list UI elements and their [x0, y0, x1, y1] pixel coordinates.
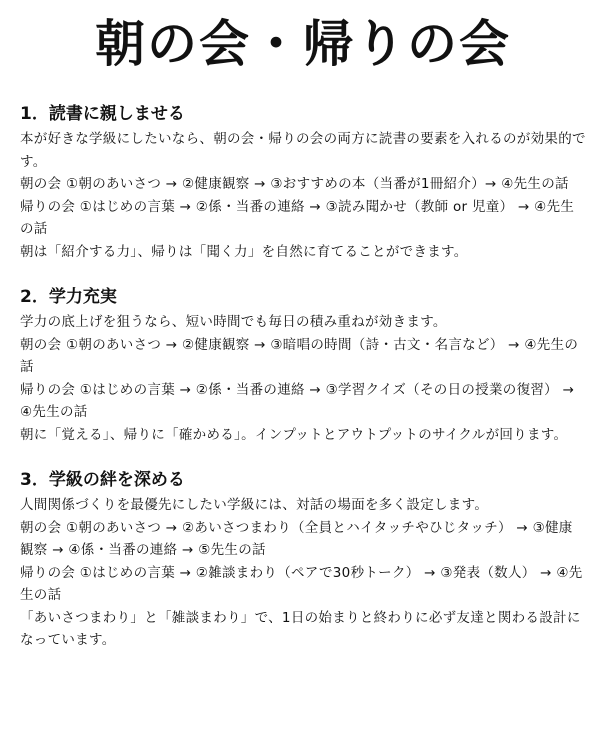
section-heading: 2．学力充実 — [20, 287, 117, 307]
section-paragraph: 「あいさつまわり」と「雑談まわり」で、1日の始まりと終わりに必ず友達と関わる設計になっています。 — [20, 609, 581, 648]
section-heading: 1．読書に親しませる — [20, 104, 185, 124]
section-paragraph: 朝の会 ①朝のあいさつ → ②あいさつまわり（全員とハイタッチやひじタッチ） → ③健康観察 → ④係・当番の連絡 → ⑤先生の話 — [20, 519, 573, 558]
section-academic — [20, 285, 586, 446]
section-paragraph: 帰りの会 ①はじめの言葉 → ②係・当番の連絡 → ③学習クイズ（その日の授業の復習） → ④先生の話 — [20, 381, 575, 420]
section-paragraph: 朝の会 ①朝のあいさつ → ②健康観察 → ③暗唱の時間（詩・古文・名言など） → ④先生の話 — [20, 336, 579, 375]
section-paragraph: 学力の底上げを狙うなら、短い時間でも毎日の積み重ねが効きます。 — [20, 314, 447, 330]
section-bonds — [20, 468, 586, 652]
section-paragraph: 人間関係づくりを最優先にしたい学級には、対話の場面を多く設定します。 — [20, 497, 489, 513]
section-paragraph: 帰りの会 ①はじめの言葉 → ②係・当番の連絡 → ③読み聞かせ（教師 or 児童） → ④先生の話 — [20, 198, 575, 237]
section-paragraph: 本が好きな学級にしたいなら、朝の会・帰りの会の両方に読書の要素を入れるのが効果的です。 — [20, 131, 586, 170]
section-heading: 3．学級の絆を深める — [20, 470, 185, 490]
section-paragraph: 帰りの会 ①はじめの言葉 → ②雑談まわり（ペアで30秒トーク） → ③発表（数人） → ④先生の話 — [20, 564, 583, 603]
section-paragraph: 朝に「覚える」、帰りに「確かめる」。インプットとアウトプットのサイクルが回ります。 — [20, 426, 568, 443]
page-title: 朝の会・帰りの会 — [95, 15, 511, 73]
section-reading — [20, 102, 586, 263]
section-paragraph: 朝は「紹介する力」、帰りは「聞く力」を自然に育てることができます。 — [20, 243, 468, 260]
section-paragraph: 朝の会 ①朝のあいさつ → ②健康観察 → ③おすすめの本（当番が1冊紹介）→ ④先生の話 — [20, 176, 569, 192]
